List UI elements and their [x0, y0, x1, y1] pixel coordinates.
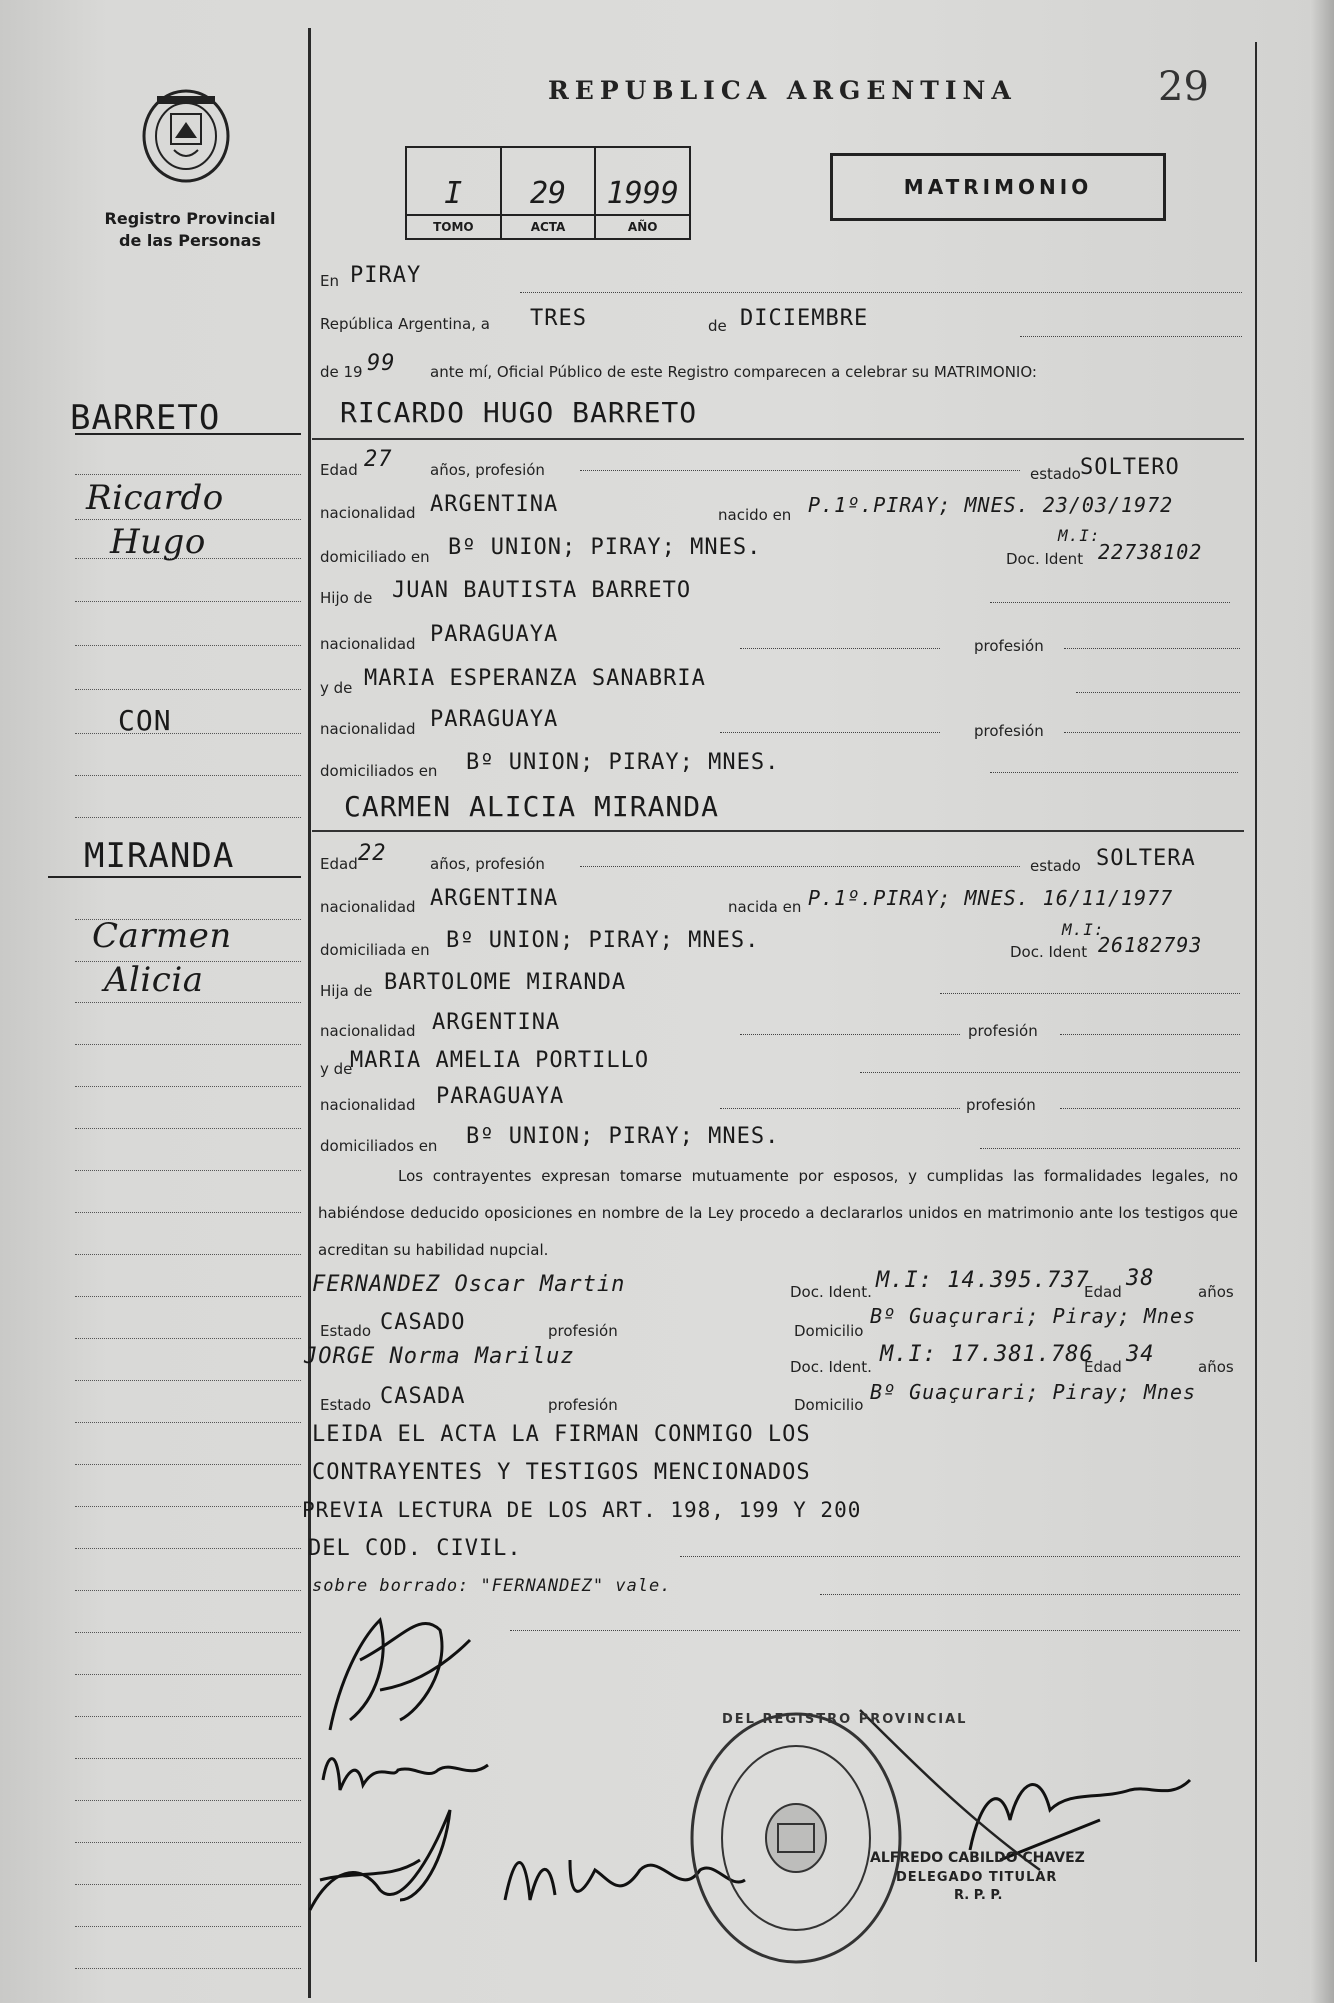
stamp-ring-text: DEL REGISTRO PROVINCIAL: [722, 1712, 968, 1727]
closing-line-3: PREVIA LECTURA DE LOS ART. 198, 199 Y 200: [302, 1498, 862, 1522]
witness-2-status: CASADA: [380, 1384, 466, 1409]
groom-father-prof-label: profesión: [974, 637, 1044, 655]
bride-parents-dom-label: domiciliados en: [320, 1137, 438, 1155]
margin-rule: [75, 1926, 301, 1927]
margin-rule: [75, 1464, 301, 1465]
intro-rest: ante mí, Oficial Público de este Registro comparecen a celebrar su MATRIMONIO:: [430, 363, 1037, 381]
witness-2-anos-label: años: [1198, 1358, 1234, 1376]
witness-1-estado-label: Estado: [320, 1322, 372, 1340]
margin-rule: [75, 519, 301, 520]
groom-doc-number: 22738102: [1098, 540, 1203, 564]
official-office: R. P. P.: [954, 1888, 1003, 1903]
bride-mother-nationality: PARAGUAYA: [436, 1084, 565, 1109]
margin-rule: [75, 1674, 301, 1675]
ano-label: AÑO: [596, 214, 689, 238]
margin-groom-surname: BARRETO: [70, 398, 221, 438]
line-rule: [520, 292, 1242, 293]
margin-bride-name1: Carmen: [92, 916, 232, 956]
witness-1-domicile: Bº Guaçurari; Piray; Mnes: [870, 1304, 1197, 1328]
margin-rule: [75, 1716, 301, 1717]
groom-nationality-label: nacionalidad: [320, 504, 416, 522]
official-name: ALFREDO CABILDO CHAVEZ: [870, 1850, 1085, 1866]
margin-rule: [75, 1590, 301, 1591]
bride-father-prof-label: profesión: [968, 1022, 1038, 1040]
witness-1-age-label: Edad: [1084, 1283, 1122, 1301]
witness-1-doc: M.I: 14.395.737: [876, 1268, 1090, 1293]
line-rule: [680, 1556, 1240, 1557]
right-border: [1255, 42, 1257, 1962]
line-rule: [1064, 648, 1240, 649]
groom-civil-status: SOLTERO: [1080, 455, 1180, 480]
bride-nationality: ARGENTINA: [430, 886, 559, 911]
line-rule: [720, 1108, 960, 1109]
line-rule: [1064, 732, 1240, 733]
groom-father-nationality: PARAGUAYA: [430, 622, 559, 647]
bride-birth-label: nacida en: [728, 898, 802, 916]
margin-rule: [75, 1548, 301, 1549]
de-label: de: [708, 317, 727, 335]
bride-mother-prof-label: profesión: [966, 1096, 1036, 1114]
groom-birth-label: nacido en: [718, 506, 792, 524]
bride-y-de-label: y de: [320, 1060, 353, 1078]
margin-rule: [75, 645, 301, 646]
correction-note: sobre borrado: "FERNANDEZ" vale.: [312, 1576, 672, 1596]
bride-age-label: Edad: [320, 855, 358, 873]
margin-rule: [75, 1296, 301, 1297]
witness-1-age: 38: [1126, 1266, 1155, 1291]
margin-rule: [75, 474, 301, 475]
groom-y-de-label: y de: [320, 679, 353, 697]
line-rule: [940, 993, 1240, 994]
witness-1-name: FERNANDEZ Oscar Martin: [312, 1272, 626, 1297]
bride-civil-status: SOLTERA: [1096, 846, 1196, 871]
day-value: TRES: [530, 306, 587, 331]
groom-birth: P.1º.PIRAY; MNES. 23/03/1972: [808, 493, 1174, 517]
registry-name: Registro Provincial de las Personas: [104, 209, 276, 250]
margin-divider: [308, 28, 311, 1998]
register-reference-box: [405, 146, 691, 240]
bride-full-name: CARMEN ALICIA MIRANDA: [344, 790, 720, 823]
margin-groom-name1: Ricardo: [86, 478, 224, 518]
bride-father-nat-label: nacionalidad: [320, 1022, 416, 1040]
margin-bride-name2: Alicia: [104, 960, 204, 1000]
closing-line-2: CONTRAYENTES Y TESTIGOS MENCIONADOS: [312, 1460, 811, 1485]
bride-domicile: Bº UNION; PIRAY; MNES.: [446, 928, 760, 953]
groom-mother: MARIA ESPERANZA SANABRIA: [364, 666, 706, 691]
line-rule: [990, 602, 1230, 603]
declaration-text: Los contrayentes expresan tomarse mutuamente por esposos, y cumplidas las formalidades legales, no habiéndose deducido oposiciones en nombre de la Ley procedo a declararlos unidos en matrimonio ante los testigos que acreditan su habilidad nupcial.: [318, 1167, 1238, 1259]
margin-rule: [75, 1044, 301, 1045]
margin-groom-name2: Hugo: [110, 522, 206, 562]
margin-rule: [75, 1380, 301, 1381]
line-rule: [312, 438, 1244, 440]
signature-witness-1: [300, 1800, 490, 1920]
margin-rule: [75, 1884, 301, 1885]
act-type-box: MATRIMONIO: [830, 153, 1166, 221]
margin-rule: [48, 876, 301, 878]
groom-doc-prefix: M.I:: [1058, 526, 1101, 545]
witness-2-prof-label: profesión: [548, 1396, 618, 1414]
line-rule: [580, 470, 1020, 471]
year-prefix-label: de 19: [320, 363, 363, 381]
bride-domicile-label: domiciliada en: [320, 941, 430, 959]
witness-2-age-label: Edad: [1084, 1358, 1122, 1376]
witness-2-doc: M.I: 17.381.786: [880, 1342, 1094, 1367]
bride-parents-domicile: Bº UNION; PIRAY; MNES.: [466, 1124, 780, 1149]
page-number: 29: [1158, 64, 1209, 110]
margin-rule: [75, 1002, 301, 1003]
witness-1-dom-label: Domicilio: [794, 1322, 864, 1340]
bride-mother-nat-label: nacionalidad: [320, 1096, 416, 1114]
official-stamp: [688, 1708, 904, 1968]
bride-age: 22: [358, 841, 387, 866]
groom-domicile-label: domiciliado en: [320, 548, 430, 566]
groom-parents-dom-label: domiciliados en: [320, 762, 438, 780]
closing-line-4: DEL COD. CIVIL.: [308, 1536, 522, 1561]
line-rule: [1060, 1108, 1240, 1109]
bride-nationality-label: nacionalidad: [320, 898, 416, 916]
bride-father: BARTOLOME MIRANDA: [384, 970, 627, 995]
line-rule: [312, 830, 1244, 832]
groom-mother-nat-label: nacionalidad: [320, 720, 416, 738]
margin-rule: [75, 1968, 301, 1969]
country-title: REPUBLICA ARGENTINA: [548, 76, 1017, 105]
line-rule: [580, 866, 1020, 867]
margin-rule: [75, 1506, 301, 1507]
provincial-seal-emblem: [141, 88, 231, 184]
tomo-value: I: [444, 176, 463, 211]
line-rule: [720, 732, 940, 733]
tomo-cell: [407, 148, 502, 238]
bride-hija-label: Hija de: [320, 982, 373, 1000]
margin-rule: [75, 1212, 301, 1213]
margin-rule: [75, 817, 301, 818]
bride-doc-prefix: M.I:: [1062, 920, 1105, 939]
line-rule: [980, 1148, 1240, 1149]
republica-label: República Argentina, a: [320, 315, 490, 333]
witness-2-doc-label: Doc. Ident.: [790, 1358, 872, 1376]
margin-rule: [75, 1170, 301, 1171]
margin-rule: [75, 601, 301, 602]
place-value: PIRAY: [350, 263, 422, 288]
witness-1-prof-label: profesión: [548, 1322, 618, 1340]
margin-con: CON: [118, 704, 172, 737]
margin-rule: [75, 1422, 301, 1423]
groom-mother-nationality: PARAGUAYA: [430, 707, 559, 732]
witness-2-estado-label: Estado: [320, 1396, 372, 1414]
groom-age-label: Edad: [320, 461, 358, 479]
margin-rule: [75, 1128, 301, 1129]
groom-domicile: Bº UNION; PIRAY; MNES.: [448, 535, 762, 560]
groom-father-nat-label: nacionalidad: [320, 635, 416, 653]
en-label: En: [320, 272, 339, 290]
margin-rule: [75, 689, 301, 690]
bride-mother: MARIA AMELIA PORTILLO: [350, 1048, 650, 1073]
acta-label: ACTA: [502, 214, 595, 238]
acta-cell: [502, 148, 597, 238]
line-rule: [1060, 1034, 1240, 1035]
line-rule: [1076, 692, 1240, 693]
groom-mother-prof-label: profesión: [974, 722, 1044, 740]
bride-doc-label: Doc. Ident: [1010, 943, 1088, 961]
groom-estado-label: estado: [1030, 465, 1081, 483]
witness-2-dom-label: Domicilio: [794, 1396, 864, 1414]
margin-rule: [75, 1086, 301, 1087]
ano-cell: [596, 148, 689, 238]
tomo-label: TOMO: [407, 214, 500, 238]
official-title: DELEGADO TITULAR: [896, 1870, 1058, 1885]
witness-1-doc-label: Doc. Ident.: [790, 1283, 872, 1301]
acta-value: 29: [529, 176, 567, 211]
bride-doc-number: 26182793: [1098, 933, 1203, 957]
witness-2-name: JORGE Norma Mariluz: [304, 1344, 575, 1369]
groom-parents-domicile: Bº UNION; PIRAY; MNES.: [466, 750, 780, 775]
groom-profesion-label: años, profesión: [430, 461, 545, 479]
margin-rule: [75, 1632, 301, 1633]
margin-rule: [75, 733, 301, 734]
margin-rule: [75, 1254, 301, 1255]
margin-rule: [75, 775, 301, 776]
witness-2-age: 34: [1126, 1342, 1155, 1367]
margin-rule: [75, 1758, 301, 1759]
witness-1-status: CASADO: [380, 1310, 466, 1335]
line-rule: [990, 772, 1238, 773]
margin-rule: [75, 1338, 301, 1339]
signature-groom: [320, 1600, 500, 1740]
month-value: DICIEMBRE: [740, 306, 869, 331]
margin-bride-surname: MIRANDA: [84, 836, 235, 876]
year-suffix-value: 99: [367, 351, 396, 376]
line-rule: [740, 648, 940, 649]
bride-profesion-label: años, profesión: [430, 855, 545, 873]
closing-line-1: LEIDA EL ACTA LA FIRMAN CONMIGO LOS: [312, 1422, 811, 1447]
line-rule: [740, 1034, 960, 1035]
bride-estado-label: estado: [1030, 857, 1081, 875]
groom-full-name: RICARDO HUGO BARRETO: [340, 396, 698, 429]
line-rule: [860, 1072, 1240, 1073]
groom-nationality: ARGENTINA: [430, 492, 559, 517]
ano-value: 1999: [606, 176, 679, 211]
line-rule: [820, 1594, 1240, 1595]
groom-hijo-label: Hijo de: [320, 589, 373, 607]
line-rule: [510, 1630, 1240, 1631]
line-rule: [1020, 336, 1242, 337]
bride-birth: P.1º.PIRAY; MNES. 16/11/1977: [808, 886, 1174, 910]
page-edge: [1310, 0, 1334, 2003]
bride-father-nationality: ARGENTINA: [432, 1010, 561, 1035]
witness-2-domicile: Bº Guaçurari; Piray; Mnes: [870, 1380, 1197, 1404]
margin-rule: [75, 1800, 301, 1801]
groom-doc-label: Doc. Ident: [1006, 550, 1084, 568]
groom-father: JUAN BAUTISTA BARRETO: [392, 578, 692, 603]
groom-age: 27: [364, 447, 393, 472]
margin-rule: [75, 1842, 301, 1843]
witness-1-anos-label: años: [1198, 1283, 1234, 1301]
